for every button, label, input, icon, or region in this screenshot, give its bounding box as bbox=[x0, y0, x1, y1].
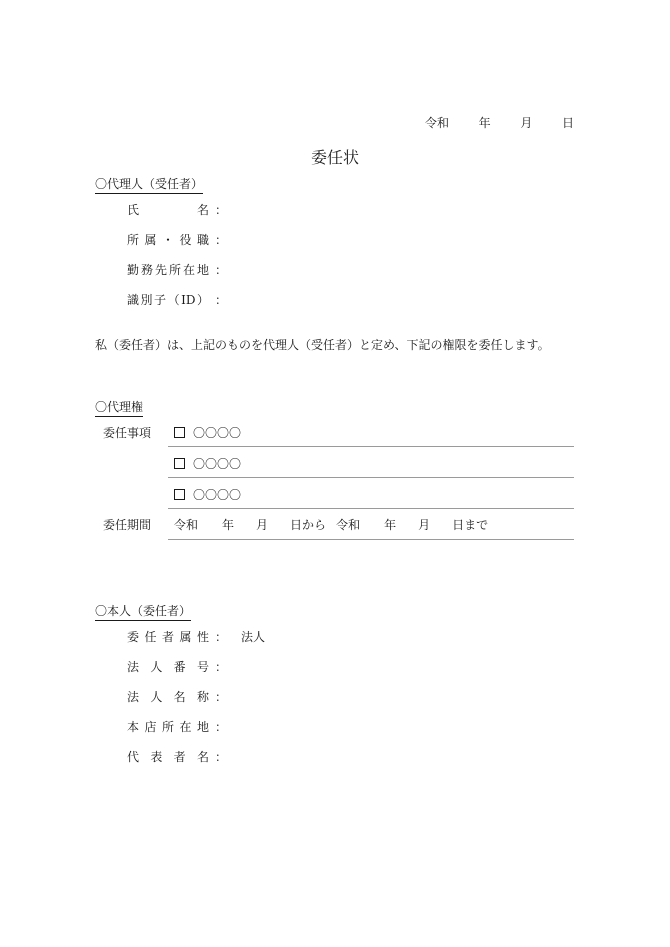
divider bbox=[168, 446, 574, 447]
date-day: 日 bbox=[561, 116, 574, 130]
period-start-era: 令和 bbox=[174, 518, 199, 532]
agent-field-label: 勤務先所在地 bbox=[127, 263, 209, 277]
agent-field-colon: ： bbox=[215, 203, 228, 217]
date-month: 月 bbox=[520, 116, 533, 130]
matter-text: 〇〇〇〇 bbox=[193, 426, 242, 440]
principal-field-colon: ： bbox=[215, 630, 228, 644]
period-start-day: 日から bbox=[290, 518, 327, 532]
divider bbox=[168, 539, 574, 540]
matter-text: 〇〇〇〇 bbox=[193, 488, 242, 502]
principal-field-corp-name bbox=[127, 688, 241, 705]
principal-heading: 〇本人（委任者） bbox=[95, 602, 191, 621]
principal-field-colon: ： bbox=[215, 690, 228, 704]
agent-field-workplace bbox=[127, 261, 241, 278]
principal-field-colon: ： bbox=[215, 720, 228, 734]
period-end-month: 月 bbox=[418, 518, 431, 532]
principal-field-label: 法人名称 bbox=[127, 690, 209, 704]
principal-field-colon: ： bbox=[215, 660, 228, 674]
principal-field-label: 代表者名 bbox=[127, 750, 209, 764]
agent-field-colon: ： bbox=[215, 233, 228, 247]
period-label: 委任期間 bbox=[103, 518, 152, 532]
period-end-year: 年 bbox=[384, 518, 397, 532]
agent-heading: 〇代理人（受任者） bbox=[95, 175, 203, 194]
checkbox-icon[interactable] bbox=[174, 489, 185, 500]
principal-field-corp-number bbox=[127, 658, 241, 675]
matter-item bbox=[174, 455, 241, 472]
date-year: 年 bbox=[478, 116, 491, 130]
checkbox-icon[interactable] bbox=[174, 458, 185, 469]
principal-field-label: 委任者属性 bbox=[127, 630, 209, 644]
principal-field-head-office bbox=[127, 718, 241, 735]
period-end-era: 令和 bbox=[336, 518, 361, 532]
agent-field-label: 識別子（ID） bbox=[127, 293, 209, 307]
agent-field-affiliation bbox=[127, 231, 241, 248]
matters-label: 委任事項 bbox=[103, 426, 152, 440]
matter-item bbox=[174, 424, 241, 441]
divider bbox=[168, 477, 574, 478]
agent-field-label: 所属・役職 bbox=[127, 233, 209, 247]
date-era: 令和 bbox=[424, 116, 449, 130]
agent-field-label: 氏 名 bbox=[127, 203, 209, 217]
agent-field-colon: ： bbox=[215, 263, 228, 277]
page-title: 委任状 bbox=[310, 148, 359, 167]
principal-field-value: 法人 bbox=[241, 630, 266, 644]
agent-field-colon: ： bbox=[215, 293, 228, 307]
principal-field-label: 本店所在地 bbox=[127, 720, 209, 734]
matter-item bbox=[174, 486, 241, 503]
principal-field-representative bbox=[127, 748, 241, 765]
principal-field-colon: ： bbox=[215, 750, 228, 764]
agent-field-id bbox=[127, 291, 241, 308]
delegation-statement: 私（委任者）は、上記のものを代理人（受任者）と定め、下記の権限を委任します。 bbox=[95, 338, 550, 352]
agent-field-name bbox=[127, 201, 241, 218]
authority-heading: 〇代理権 bbox=[95, 398, 143, 417]
principal-field-type bbox=[127, 628, 265, 645]
period-start-month: 月 bbox=[256, 518, 269, 532]
checkbox-icon[interactable] bbox=[174, 427, 185, 438]
principal-field-label: 法人番号 bbox=[127, 660, 209, 674]
period-start-year: 年 bbox=[222, 518, 235, 532]
period-line bbox=[174, 516, 488, 533]
period-end-day: 日まで bbox=[452, 518, 489, 532]
divider bbox=[168, 508, 574, 509]
matter-text: 〇〇〇〇 bbox=[193, 457, 242, 471]
date-line bbox=[425, 114, 574, 131]
